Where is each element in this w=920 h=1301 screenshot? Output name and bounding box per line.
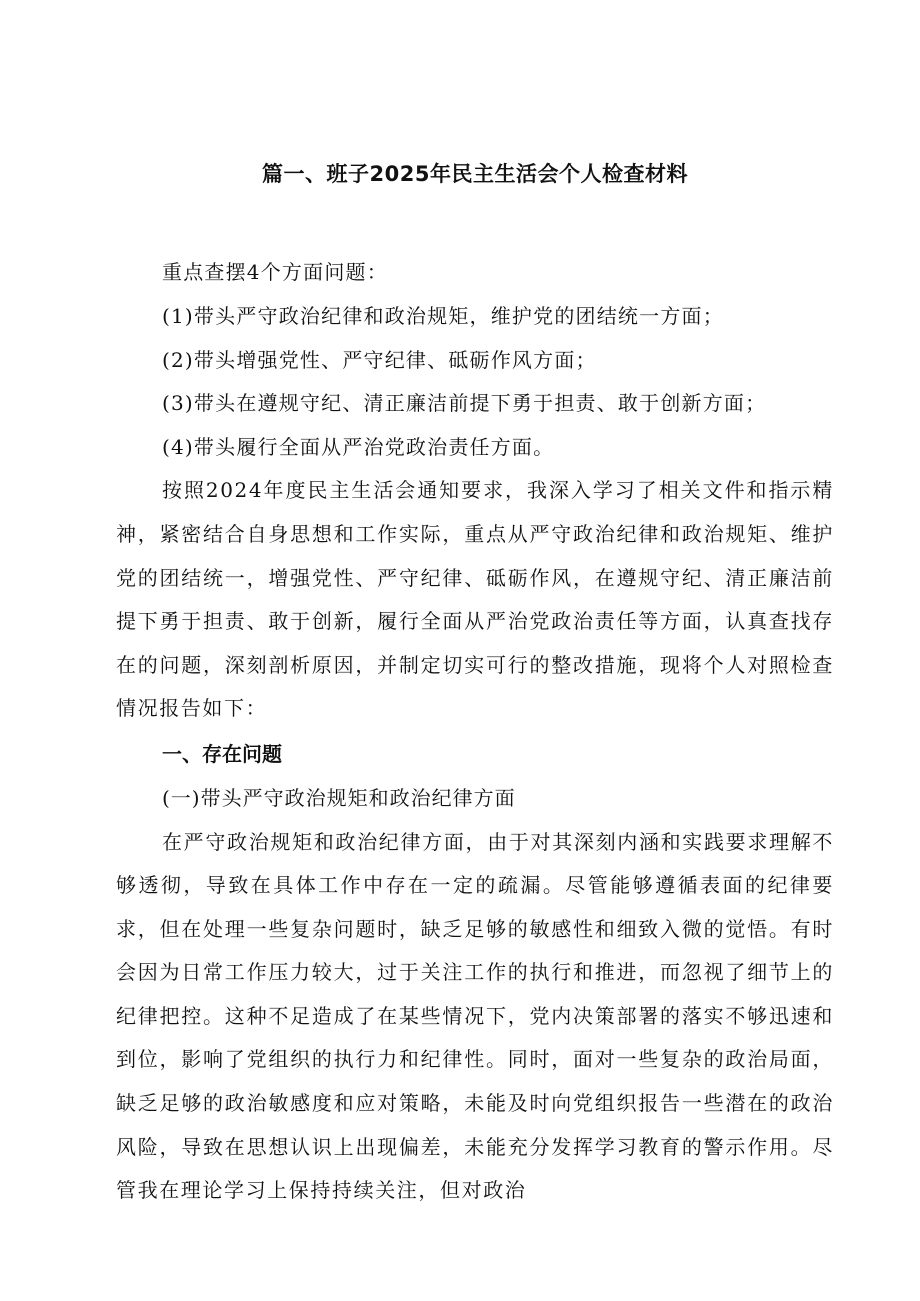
document-title: 篇一、班子2025年民主生活会个人检查材料 (262, 162, 688, 186)
intro-line: 重点查摆4个方面问题： (162, 260, 388, 285)
problem-item-1: (1)带头严守政治纪律和政治规矩，维护党的团结统一方面； (162, 303, 724, 328)
problem-item-3: (3)带头在遵规守纪、清正廉洁前提下勇于担责、敢于创新方面； (162, 391, 767, 416)
problem-item-2: (2)带头增强党性、严守纪律、砥砺作风方面； (162, 347, 597, 372)
intro-paragraph: 按照2024年度民主生活会通知要求，我深入学习了相关文件和指示精神，紧密结合自身思想和工作实际，重点从严守政治纪律和政治规矩、维护党的团结统一，增强党性、严守纪律、砥砺作风，在遵规守纪、清正廉洁前提下勇于担责、敢于创新，履行全面从严治党政治责任等方面，认真查找存在的问题，深刻剖析原因，并制定切实可行的整改措施，现将个人对照检查情况报告如下： (116, 478, 834, 721)
section-heading: 一、存在问题 (162, 741, 282, 766)
body-paragraph: 在严守政治规矩和政治纪律方面，由于对其深刻内涵和实践要求理解不够透彻，导致在具体工作中存在一定的疏漏。尽管能够遵循表面的纪律要求，但在处理一些复杂问题时，缺乏足够的敏感性和细致入微的觉悟。有时会因为日常工作压力较大，过于关注工作的执行和推进，而忽视了细节上的纪律把控。这种不足造成了在某些情况下，党内决策部署的落实不够迅速和到位，影响了党组织的执行力和纪律性。同时，面对一些复杂的政治局面，缺乏足够的政治敏感度和应对策略，未能及时向党组织报告一些潜在的政治风险，导致在思想认识上出现偏差，未能充分发挥学习教育的警示作用。尽管我在理论学习上保持持续关注，但对政治 (116, 829, 834, 1203)
problem-item-4: (4)带头履行全面从严治党政治责任方面。 (162, 434, 555, 459)
subsection-heading: (一)带头严守政治规矩和政治纪律方面 (162, 785, 516, 810)
